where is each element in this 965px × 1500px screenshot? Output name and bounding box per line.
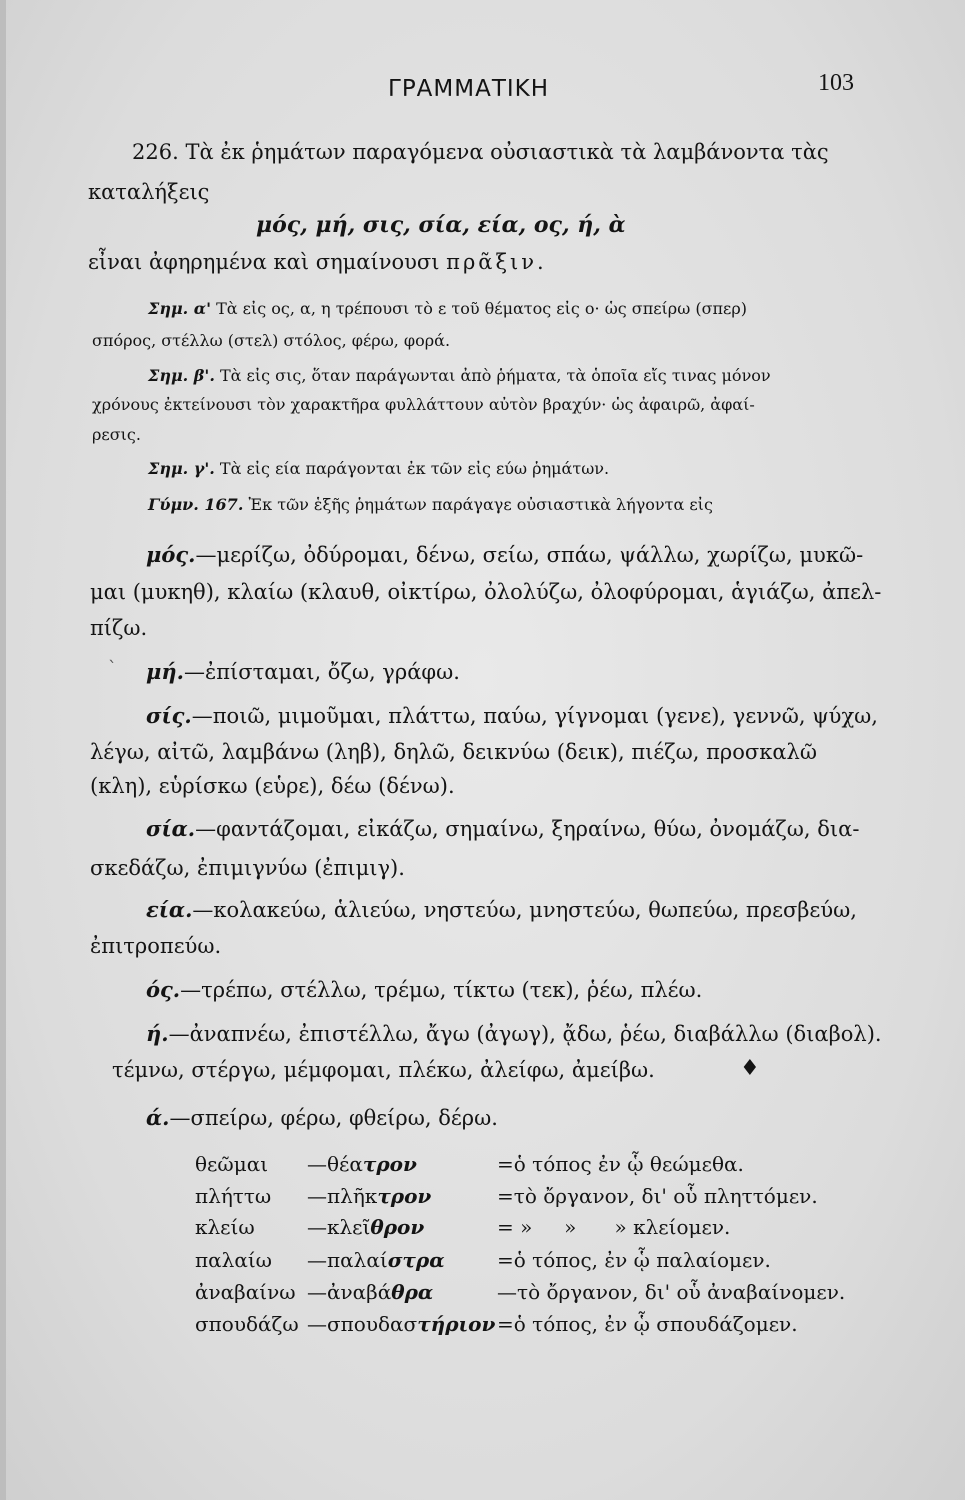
entry-text: —κολακεύω, ἁλιεύω, νηστεύω, μνηστεύω, θωπεύω, πρεσβεύω, [192,898,857,922]
table-noun-base: —πλῆκ [307,1184,378,1208]
table-verb: θεῶμαι [195,1152,269,1176]
entry-label: σίς. [146,703,192,728]
entry-sis-line-1 [146,702,878,730]
section-intro-line-3 [88,248,547,276]
table-noun [307,1280,433,1304]
entry-me-line-1 [146,658,460,686]
table-meaning: =ὁ τόπος, ἐν ᾧ σπουδάζομεν. [497,1312,798,1336]
entry-label: ός. [146,977,181,1002]
entry-e-line-1 [146,1020,882,1048]
entry-text: —τρέπω, στέλλω, τρέμω, τίκτω (τεκ), ῥέω, πλέω. [180,978,703,1002]
table-noun-suffix: τρον [362,1152,417,1176]
table-verb: πλήττω [195,1184,272,1208]
entry-label: σία. [146,816,196,841]
section-number: 226. [132,140,179,164]
entry-label: εία. [146,897,193,922]
table-noun [307,1215,424,1239]
page-edge-shadow [0,0,6,1500]
entry-label: μός. [146,542,196,567]
table-row [195,1280,895,1310]
entry-label: ά. [146,1105,170,1130]
exercise-text: Ἐκ τῶν ἑξῆς ῥημάτων παράγαγε οὐσιαστικὰ λήγοντα εἰς [248,495,713,514]
table-noun-suffix: στρα [387,1248,445,1272]
entry-text: —ποιῶ, μιμοῦμαι, πλάττω, παύω, γίγνομαι (γενε), γεννῶ, ψύχω, [191,704,878,728]
note-c-label: Σημ. γ'. [148,459,215,478]
table-meaning: =ὁ τόπος ἐν ᾧ θεώμεθα. [497,1152,744,1176]
note-c-line-1 [148,458,609,480]
entry-sia-line-1 [146,815,859,843]
entry-text: —φαντάζομαι, εἰκάζω, σημαίνω, ξηραίνω, θύω, ὀνομάζω, δια- [195,817,860,841]
table-meaning: = » » » κλείομεν. [497,1215,731,1239]
table-noun-base: —θέα [307,1152,363,1176]
table-row [195,1152,895,1182]
exercise-label: Γύμν. 167. [148,495,244,514]
entry-text: —μερίζω, ὀδύρομαι, δένω, σείω, σπάω, ψάλλω, χωρίζω, μυκῶ- [195,543,864,567]
note-a-line-1 [148,298,747,320]
table-verb: κλείω [195,1215,255,1239]
note-b-text-1: Τὰ εἰς σις, ὅταν παράγωνται ἀπὸ ῥήματα, τὰ ὁποῖα εἴς τινας μόνον [219,366,771,385]
table-verb: ἀναβαίνω [195,1280,296,1304]
table-noun-base: —σπουδασ [307,1312,418,1336]
entry-label: ή. [146,1021,169,1046]
section-intro-text: Τὰ ἐκ ῥημάτων παραγόμενα οὐσιαστικὰ τὰ λαμβάνοντα τὰς [185,140,829,164]
table-noun-base: —παλαί [307,1248,388,1272]
table-row [195,1248,895,1278]
exercise-line [148,494,713,516]
table-verb: σπουδάζω [195,1312,299,1336]
entry-sis-line-2: λέγω, αἰτῶ, λαμβάνω (ληβ), δηλῶ, δεικνύω (δεικ), πιέζω, προσκαλῶ [90,740,817,764]
note-b-line-3: ρεσις. [92,425,141,444]
table-noun-suffix: τρον [377,1184,432,1208]
entry-label: μή. [146,659,184,684]
note-c-text-1: Τὰ εἰς εία παράγονται ἐκ τῶν εἰς εύω ῥημάτων. [219,459,610,478]
entry-a-line-1 [146,1104,498,1132]
table-noun-base: —ἀναβά [307,1280,392,1304]
table-verb: παλαίω [195,1248,272,1272]
section-intro-line-2: καταλήξεις [88,180,210,204]
ink-blot-mark: ♦ [740,1056,760,1081]
page-number: 103 [818,70,854,96]
note-a-label: Σημ. α' [148,299,212,318]
entry-text: —ἀναπνέω, ἐπιστέλλω, ἄγω (ἀγωγ), ᾄδω, ῥέω, διαβάλλω (διαβολ). [168,1022,882,1046]
table-noun-base: —κλεῖ [307,1215,371,1239]
margin-tick: ˋ [108,658,117,679]
note-b-line-2: χρόνους ἐκτείνουσι τὸν χαρακτῆρα φυλλάττουν αὐτὸν βραχύν· ὡς ἀφαιρῶ, ἀφαί- [92,395,755,414]
table-row [195,1215,895,1245]
table-noun [307,1152,417,1176]
table-noun [307,1248,445,1272]
entry-mos-line-2: μαι (μυκηθ), κλαίω (κλαυθ, οἰκτίρω, ὀλολύζω, ὀλοφύρομαι, ἁγιάζω, ἀπελ- [90,580,882,604]
table-meaning: =τὸ ὄργανον, δι' οὗ πληττόμεν. [497,1184,818,1208]
table-noun [307,1184,431,1208]
entry-sis-line-3: (κλη), εὑρίσκω (εὑρε), δέω (δένω). [90,774,455,798]
table-row [195,1312,895,1342]
note-b-line-1 [148,365,771,387]
section-intro-text-3b: πρᾶξιν. [446,250,547,274]
entry-sia-line-2: σκεδάζω, ἐπιμιγνύω (ἐπιμιγ). [90,856,405,880]
entry-eia-line-2: ἐπιτροπεύω. [90,934,222,958]
entry-text: —ἐπίσταμαι, ὄζω, γράφω. [183,660,460,684]
table-noun-suffix: θρα [391,1280,434,1304]
note-a-text-1: Τὰ εἰς ος, α, η τρέπουσι τὸ ε τοῦ θέματος εἰς ο· ὡς σπείρω (σπερ) [216,299,747,318]
table-noun-suffix: τήριον [417,1312,496,1336]
entry-e-line-2: τέμνω, στέργω, μέμφομαι, πλέκω, ἀλείφω, ἀμείβω. [112,1058,655,1082]
table-meaning: =ὁ τόπος, ἐν ᾧ παλαίομεν. [497,1248,771,1272]
table-noun-suffix: θρον [370,1215,425,1239]
section-intro-text-3a: εἶναι ἀφηρημένα καὶ σημαίνουσι [88,250,440,274]
entry-eia-line-1 [146,896,857,924]
table-meaning: —τὸ ὄργανον, δι' οὗ ἀναβαίνομεν. [497,1280,846,1304]
note-a-line-2: σπόρος, στέλλω (στελ) στόλος, φέρω, φορά. [92,331,451,350]
entry-mos-line-1 [146,541,863,569]
section-intro-line-1 [132,138,829,166]
note-b-label: Σημ. β'. [148,366,215,385]
table-row [195,1184,895,1214]
entry-mos-line-3: πίζω. [90,616,148,640]
entry-os-line-1 [146,976,702,1004]
entry-text: —σπείρω, φέρω, φθείρω, δέρω. [169,1106,498,1130]
running-title: ΓΡΑΜΜΑΤΙΚΗ [388,76,550,102]
page-header [0,70,965,110]
section-endings: μός, μή, σις, σία, εία, ος, ή, ὰ [256,212,626,238]
table-noun [307,1312,495,1336]
